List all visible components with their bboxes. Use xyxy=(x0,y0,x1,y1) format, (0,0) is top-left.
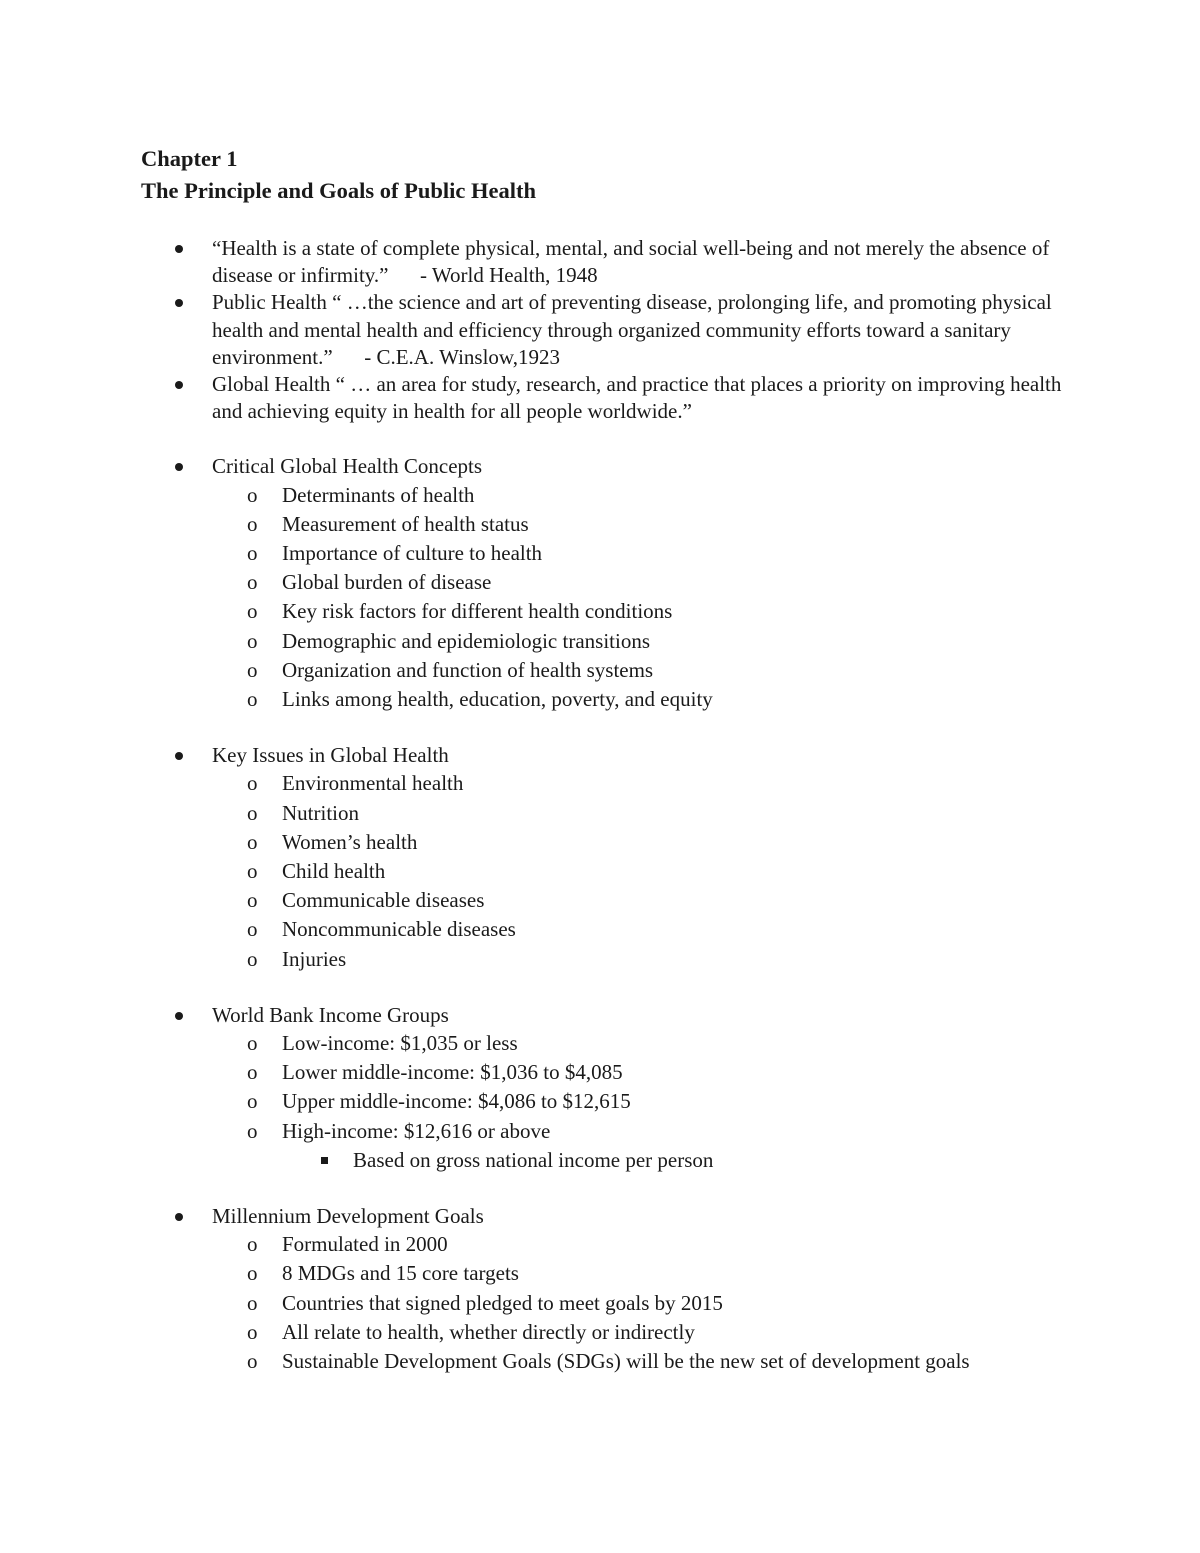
hollow-bullet-icon: o xyxy=(247,829,258,854)
section-title: Key Issues in Global Health xyxy=(212,743,449,768)
hollow-bullet-icon: o xyxy=(247,482,258,507)
bullet-icon xyxy=(175,245,183,253)
sections-container xyxy=(141,453,1081,1376)
square-bullet-icon xyxy=(321,1157,328,1164)
hollow-bullet-icon: o xyxy=(247,1118,258,1143)
definition-item-public-health xyxy=(141,289,1081,371)
list-item-text: Sustainable Development Goals (SDGs) will be the new set of development goals xyxy=(282,1348,970,1373)
bullet-icon xyxy=(175,1213,183,1221)
definition-item-health xyxy=(141,235,1081,289)
bullet-icon xyxy=(175,299,183,307)
list-item-text: Child health xyxy=(282,859,386,884)
bullet-icon xyxy=(175,752,183,760)
list-item-text: Upper middle-income: $4,086 to $12,615 xyxy=(282,1089,631,1114)
document-body xyxy=(141,143,1081,1376)
definition-text: Global Health “ … an area for study, research, and practice that places a priority on improving health and achieving equity in health for all people worldwide.” xyxy=(212,372,1062,424)
list-item-text: Lower middle-income: $1,036 to $4,085 xyxy=(282,1060,623,1085)
definition-attribution: - World Health, 1948 xyxy=(420,263,598,288)
sub-list xyxy=(212,481,1081,715)
section-title: Millennium Development Goals xyxy=(212,1203,484,1228)
hollow-bullet-icon: o xyxy=(247,1232,258,1257)
hollow-bullet-icon: o xyxy=(247,570,258,595)
list-item-text: Environmental health xyxy=(282,771,464,796)
list-item-text: Women’s health xyxy=(282,829,418,854)
hollow-bullet-icon: o xyxy=(247,541,258,566)
list-item xyxy=(141,1029,1081,1058)
sub-list xyxy=(212,1029,1081,1146)
hollow-bullet-icon: o xyxy=(247,1319,258,1344)
list-item-text: Nutrition xyxy=(282,800,359,825)
list-item-text: Measurement of health status xyxy=(282,511,529,536)
note-text: Based on gross national income per person xyxy=(353,1147,714,1172)
list-item-text: Key risk factors for different health conditions xyxy=(282,599,673,624)
bullet-icon xyxy=(175,1012,183,1020)
list-item xyxy=(141,915,1081,944)
list-item xyxy=(141,1259,1081,1288)
list-item xyxy=(141,1347,1081,1376)
list-item-text: Global burden of disease xyxy=(282,570,492,595)
list-item xyxy=(141,1058,1081,1087)
list-item xyxy=(141,1289,1081,1318)
list-item-text: Demographic and epidemiologic transitions xyxy=(282,628,650,653)
hollow-bullet-icon: o xyxy=(247,888,258,913)
sub-list xyxy=(212,1230,1081,1376)
definition-text: Public Health “ …the science and art of preventing disease, prolonging life, and promoting physical health and mental health and efficiency through organized community efforts toward a sanitary environment.” xyxy=(212,290,1052,369)
hollow-bullet-icon: o xyxy=(247,1348,258,1373)
section-item xyxy=(141,742,1081,974)
list-item-text: Organization and function of health systems xyxy=(282,657,654,682)
list-item xyxy=(141,627,1081,656)
hollow-bullet-icon: o xyxy=(247,1031,258,1056)
section-item xyxy=(141,1002,1081,1175)
hollow-bullet-icon: o xyxy=(247,1089,258,1114)
hollow-bullet-icon: o xyxy=(247,1290,258,1315)
list-item xyxy=(141,597,1081,626)
list-item xyxy=(141,685,1081,714)
bullet-icon xyxy=(175,463,183,471)
hollow-bullet-icon: o xyxy=(247,1261,258,1286)
sub-list xyxy=(212,769,1081,973)
list-item-text: Formulated in 2000 xyxy=(282,1232,448,1257)
hollow-bullet-icon: o xyxy=(247,511,258,536)
list-item-text: Importance of culture to health xyxy=(282,541,543,566)
hollow-bullet-icon: o xyxy=(247,657,258,682)
hollow-bullet-icon: o xyxy=(247,946,258,971)
list-item xyxy=(141,1117,1081,1146)
list-item xyxy=(141,857,1081,886)
list-item-text: Countries that signed pledged to meet goals by 2015 xyxy=(282,1290,723,1315)
list-item xyxy=(141,656,1081,685)
section-title: World Bank Income Groups xyxy=(212,1002,449,1027)
list-item-text: Communicable diseases xyxy=(282,888,485,913)
section-title: Critical Global Health Concepts xyxy=(212,454,483,479)
list-item xyxy=(141,945,1081,974)
list-item-text: Links among health, education, poverty, and equity xyxy=(282,687,713,712)
hollow-bullet-icon: o xyxy=(247,771,258,796)
list-item-text: Determinants of health xyxy=(282,482,475,507)
list-item-text: Low-income: $1,035 or less xyxy=(282,1031,518,1056)
chapter-label: Chapter 1 xyxy=(141,146,238,171)
list-item xyxy=(141,568,1081,597)
hollow-bullet-icon: o xyxy=(247,800,258,825)
list-item xyxy=(141,1087,1081,1116)
definition-text: “Health is a state of complete physical, mental, and social well-being and not merely the absence of disease or infirmity.” xyxy=(212,236,1050,288)
list-item-text: Noncommunicable diseases xyxy=(282,917,516,942)
section-item xyxy=(141,1203,1081,1376)
hollow-bullet-icon: o xyxy=(247,628,258,653)
list-item xyxy=(141,481,1081,510)
hollow-bullet-icon: o xyxy=(247,917,258,942)
hollow-bullet-icon: o xyxy=(247,1060,258,1085)
list-item xyxy=(141,828,1081,857)
list-item xyxy=(141,510,1081,539)
hollow-bullet-icon: o xyxy=(247,599,258,624)
hollow-bullet-icon: o xyxy=(247,859,258,884)
list-item xyxy=(141,886,1081,915)
bullet-icon xyxy=(175,381,183,389)
list-item-text: High-income: $12,616 or above xyxy=(282,1118,551,1143)
definition-attribution: - C.E.A. Winslow,1923 xyxy=(364,344,560,369)
note-item xyxy=(212,1146,1081,1175)
list-item-text: All relate to health, whether directly or indirectly xyxy=(282,1319,695,1344)
list-item-text: Injuries xyxy=(282,946,347,971)
definitions-list xyxy=(141,235,1081,425)
section-item xyxy=(141,453,1081,714)
list-item xyxy=(141,539,1081,568)
definition-item-global-health xyxy=(141,371,1081,425)
chapter-title: The Principle and Goals of Public Health xyxy=(141,178,537,203)
list-item-text: 8 MDGs and 15 core targets xyxy=(282,1261,519,1286)
hollow-bullet-icon: o xyxy=(247,687,258,712)
list-item xyxy=(141,1318,1081,1347)
list-item xyxy=(141,799,1081,828)
list-item xyxy=(141,769,1081,798)
list-item xyxy=(141,1230,1081,1259)
